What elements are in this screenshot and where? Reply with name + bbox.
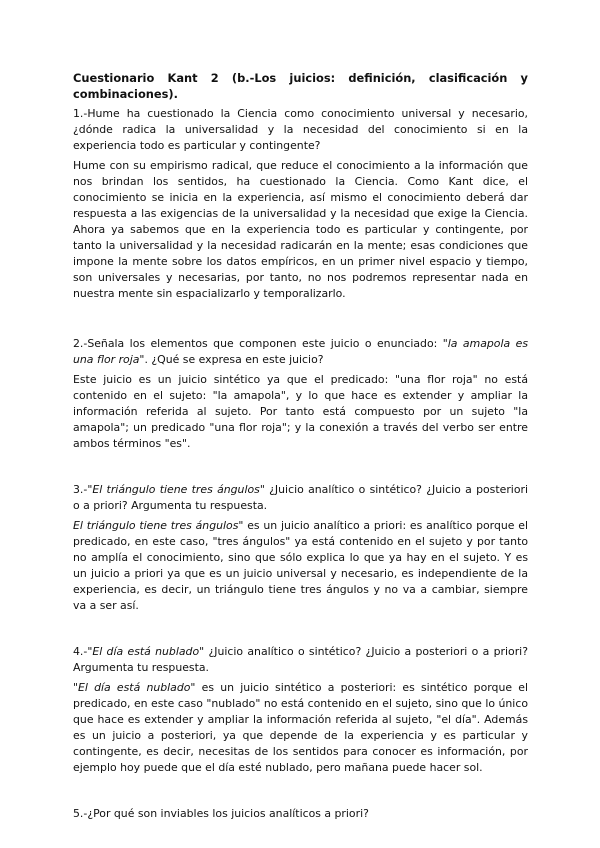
question-3-suffix: ¿Juicio analítico o sintético? ¿Juicio a posteriori o a priori? Argumenta tu respuesta. (73, 483, 529, 512)
answer-4-text: es un juicio sintético a posteriori: es sintético porque el predicado, en este caso "nublado" no está contenido en el sujeto, sino que lo único que hace es extender y ampliar la información referida al sujeto, "el día". Además es un juicio a posteriori, ya que depende de la experiencia y es particular y contingente, es decir, necesitas de los sentidos para conocer es información, por ejemplo hoy puede que el día esté nublado, pero mañana puede hacer sol. (73, 681, 528, 774)
question-4-number: 4.- (73, 645, 88, 658)
answer-3 (73, 518, 528, 614)
question-3-number: 3.- (73, 483, 88, 496)
question-4 (73, 644, 528, 676)
answer-3-text: es un juicio analítico a priori: es analítico porque el predicado, en este caso, "tres ángulos" ya está contenido en el sujeto y por tanto no amplía el conocimiento, sino que sólo explica lo que ya hay en el sujeto. Y es un juicio a priori ya que es un juicio universal y necesario, es independiente de la experiencia, es decir, un triángulo tiene tres ángulos y no va a cambiar, siempre va a ser así. (73, 519, 529, 612)
question-4-quote: "El día está nublado" (87, 645, 205, 658)
answer-2: Este juicio es un juicio sintético ya que el predicado: "una flor roja" no está contenido en el sujeto: "la amapola", y lo que hace es extender y ampliar la información referida al sujeto. Por tanto está compuesto por un sujeto "la amapola"; un predicado "una flor roja"; y la conexión a través del verbo ser entre ambos términos "es". (73, 373, 528, 450)
question-section-3 (73, 482, 528, 614)
answer-4-quote: "El día está nublado" (73, 681, 196, 694)
question-section-1 (73, 106, 528, 302)
answer-1: Hume con su empirismo radical, que reduce el conocimiento a la información que nos brindan los sentidos, ha cuestionado la Ciencia. Como Kant dice, el conocimiento se inicia en la experiencia, así mismo el conocimiento deberá dar respuesta a las exigencias de la universalidad y la necesidad que exige la Ciencia. Ahora ya sabemos que en la experiencia todo es particular y contingente, por tanto la universalidad y la necesidad radicarán en la mente; esas condiciones que impone la mente sobre los datos empíricos, en un primer nivel espacio y tiempo, son universales y necesarias, por tanto, no nos podremos representar nada en nuestra mente sin espacializarlo y temporalizarlo. (73, 159, 528, 300)
question-3-quote: "El triángulo tiene tres ángulos" (87, 483, 265, 496)
question-section-2 (73, 336, 528, 452)
question-section-4 (73, 644, 528, 776)
question-4-suffix: ¿Juicio analítico o sintético? ¿Juicio a posteriori o a priori? Argumenta tu respuesta. (73, 645, 528, 674)
document-title: Cuestionario Kant 2 (b.-Los juicios: definición, clasificación y combinaciones). (73, 71, 528, 101)
question-1: 1.-Hume ha cuestionado la Ciencia como conocimiento universal y necesario, ¿dónde radica la universalidad y la necesidad del conocimiento si en la experiencia todo es particular y contingente? (73, 107, 528, 152)
question-3 (73, 482, 528, 514)
answer-4 (73, 680, 528, 776)
question-section-5 (73, 806, 528, 822)
question-2-quote: "la amapola es una flor roja" (73, 337, 528, 366)
answer-3-quote: El triángulo tiene tres ángulos" (73, 519, 244, 532)
question-2 (73, 336, 528, 368)
question-5: 5.-¿Por qué son inviables los juicios analíticos a priori? (73, 807, 369, 820)
question-2-suffix: . ¿Qué se expresa en este juicio? (144, 353, 324, 366)
question-2-text: 2.-Señala los elementos que componen este juicio o enunciado: (73, 337, 443, 350)
